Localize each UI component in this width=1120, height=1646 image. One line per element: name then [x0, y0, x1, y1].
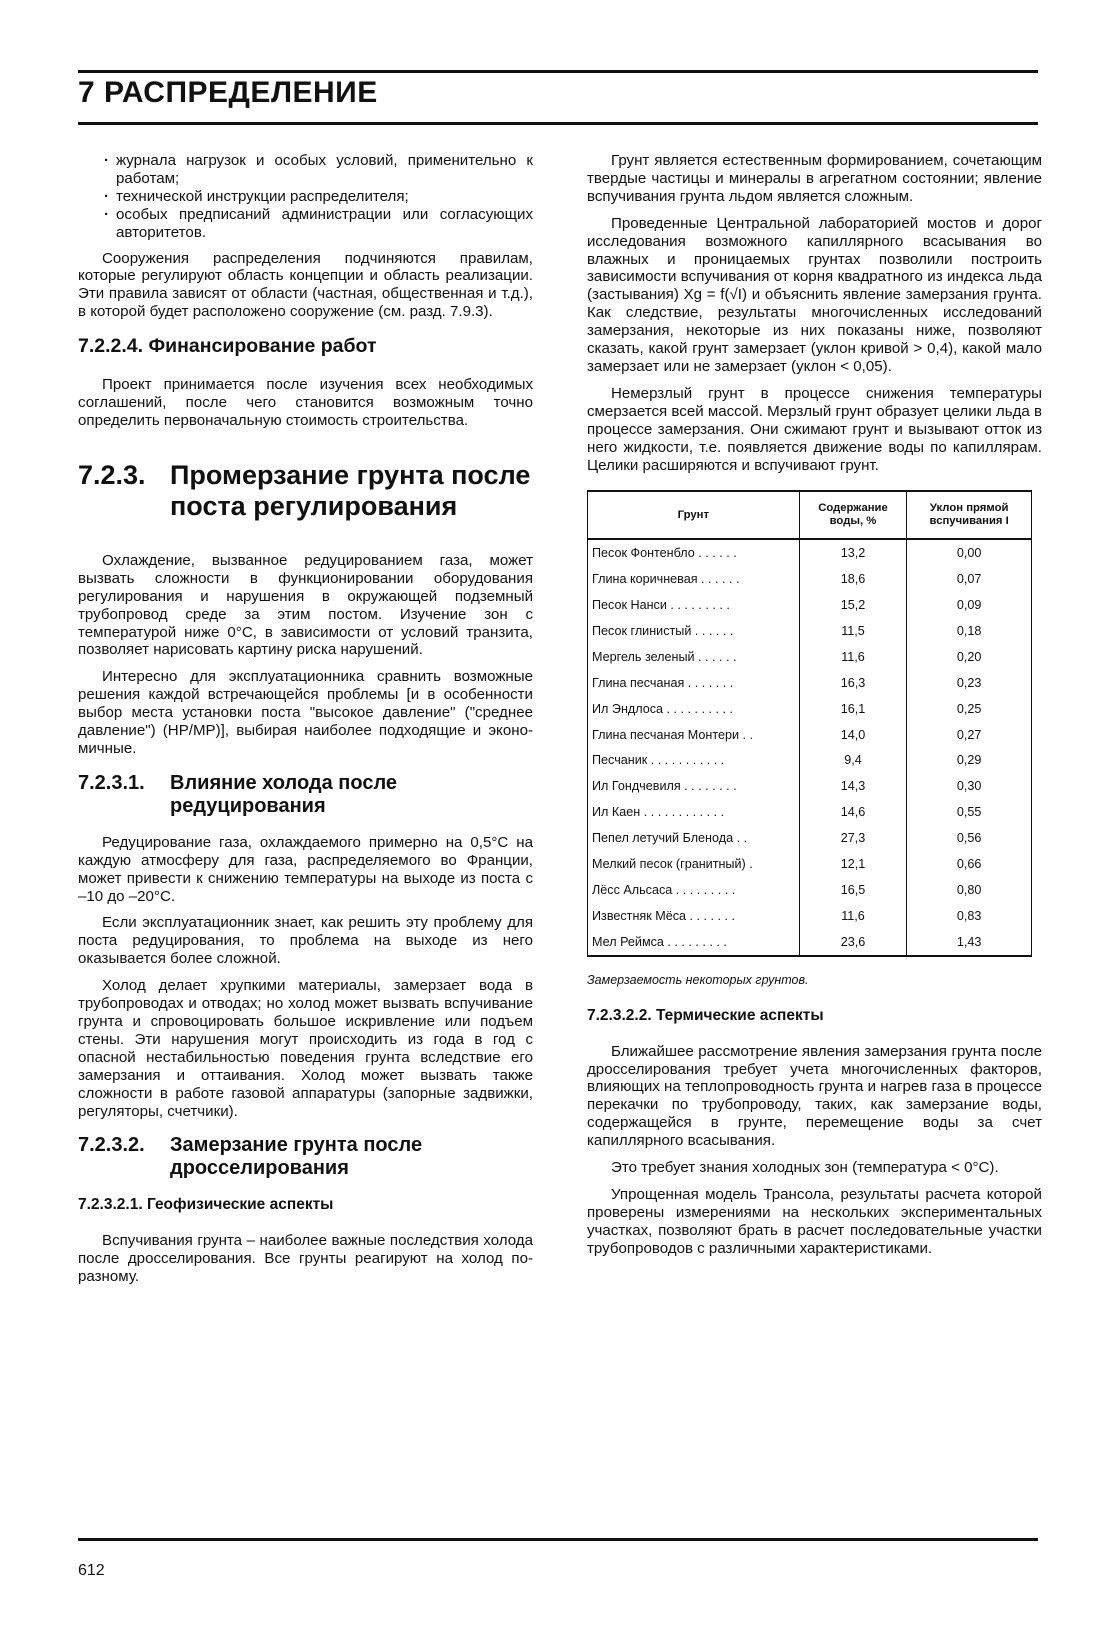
water-content-cell: 23,6 — [799, 929, 907, 956]
soil-name-cell: Мелкий песок (гранитный) . — [588, 851, 800, 877]
soil-name-cell: Песчаник . . . . . . . . . . . — [588, 748, 800, 774]
slope-cell: 0,18 — [907, 618, 1032, 644]
paragraph: Упрощенная модель Трансола, результаты расчета которой проверены измерениями на нескольких экспериментальных участках, позволяют брать в расчет последовательные участки трубопроводов с различными характеристиками. — [587, 1186, 1042, 1257]
soil-name-cell: Песок Нанси . . . . . . . . . — [588, 592, 800, 618]
slope-cell: 0,29 — [907, 748, 1032, 774]
table-row — [588, 748, 1032, 774]
slope-cell: 0,80 — [907, 877, 1032, 903]
table-row — [588, 851, 1032, 877]
requirements-list — [78, 152, 533, 242]
paragraph: Проект принимается после изучения всех необходимых соглашений, после чего становится возможным точно определить первоначальную стоимость строительства. — [78, 376, 533, 429]
table-row — [588, 592, 1032, 618]
paragraph: Это требует знания холодных зон (температура < 0°C). — [611, 1159, 999, 1177]
table-header-soil: Грунт — [588, 491, 800, 539]
slope-cell: 0,09 — [907, 592, 1032, 618]
section-number: 7.2.3.1. — [78, 771, 145, 794]
section-heading-7231 — [78, 772, 533, 818]
left-column — [78, 152, 533, 1295]
paragraph: Интересно для эксплуатационника сравнить возможные решения каждой встречающейся проблемы [и в особенности выбор места установки поста "высокое давление" ("среднее давление") (HP/MP)], выбирая наиболее подходящие и экономичные. — [78, 668, 533, 757]
slope-cell: 0,07 — [907, 566, 1032, 592]
section-title: Влияние холода после редуцирования — [170, 771, 398, 817]
table-row — [588, 903, 1032, 929]
table-row — [588, 825, 1032, 851]
soil-name-cell: Глина песчаная Монтери . . — [588, 722, 800, 748]
slope-cell: 0,83 — [907, 903, 1032, 929]
table-header-water: Содержание воды, % — [799, 491, 907, 539]
list-item: · особых предписаний администрации или согласующих авторитетов. — [78, 206, 533, 242]
water-content-cell: 13,2 — [799, 539, 907, 566]
slope-cell: 0,23 — [907, 670, 1032, 696]
section-heading-72321: 7.2.3.2.1. Геофизические аспекты — [78, 1196, 334, 1214]
water-content-cell: 16,5 — [799, 877, 907, 903]
soil-name-cell: Известняк Мёса . . . . . . . — [588, 903, 800, 929]
table-row — [588, 644, 1032, 670]
water-content-cell: 18,6 — [799, 566, 907, 592]
header-top-rule — [78, 70, 1038, 73]
soil-name-cell: Ил Каен . . . . . . . . . . . . — [588, 799, 800, 825]
table-row — [588, 539, 1032, 566]
soil-freezing-table — [587, 490, 1032, 956]
section-heading-72322: 7.2.3.2.2. Термические аспекты — [587, 1006, 824, 1024]
list-item: · технической инструкции распределителя; — [78, 188, 533, 206]
section-heading-7232 — [78, 1134, 533, 1180]
paragraph: Немерзлый грунт в процессе снижения температуры смерзается всей массой. Мерзлый грунт образует целики льда в процессе замерзания. Они сжимают грунт и вызывают отток из него жидкости, т.е. появляется движение воды по капиллярам. Целики расширяются и вспучивают грунт. — [587, 384, 1042, 474]
section-number: 7.2.3. — [78, 459, 146, 490]
slope-cell: 0,27 — [907, 722, 1032, 748]
soil-name-cell: Лёсс Альсаса . . . . . . . . . — [588, 877, 800, 903]
paragraph: Редуцирование газа, охлаждаемого примерно на 0,5°C на каждую атмосферу для газа, распределяемого во Франции, может привести к снижению температуры на выходе из поста с –10 до –20°C. — [78, 833, 533, 905]
soil-name-cell: Ил Гондчевиля . . . . . . . . — [588, 773, 800, 799]
water-content-cell: 14,6 — [799, 799, 907, 825]
section-heading-723 — [78, 460, 533, 522]
soil-name-cell: Ил Эндлоса . . . . . . . . . . — [588, 696, 800, 722]
paragraph: Вспучивания грунта – наиболее важные последствия холода после дросселирования. Все грунты реагируют на холод по-разному. — [78, 1232, 533, 1286]
table-caption: Замерзаемость некоторых грунтов. — [587, 972, 809, 987]
header-bottom-rule — [78, 122, 1038, 125]
paragraph: Ближайшее рассмотрение явления замерзания грунта после дросселирования требует учета многочисленных факторов, влияющих на теплопроводность грунта и нагрев газа в процессе перекачки по трубопроводу, таких, как замерзание воды, содержащейся в грунте, перемещение воды за счет капиллярного всасывания. — [587, 1042, 1042, 1150]
water-content-cell: 9,4 — [799, 748, 907, 774]
soil-name-cell: Глина коричневая . . . . . . — [588, 566, 800, 592]
soil-name-cell: Песок глинистый . . . . . . — [588, 618, 800, 644]
paragraph: Холод делает хрупкими материалы, замерзает вода в трубопроводах и отводах; но холод может вызвать вспучивание грунта и спровоцировать большое искривление или подъем стены. Эти нарушения могут происходить из года в год с опасной нестабильностью поведения грунта вследствие его замерзания и оттаивания. Холод может вызвать также сложности в работе газовой аппаратуры (запорные задвижки, регуляторы, счетчики). — [78, 977, 533, 1120]
slope-cell: 0,25 — [907, 696, 1032, 722]
table-row — [588, 696, 1032, 722]
table-row — [588, 618, 1032, 644]
table-row — [588, 670, 1032, 696]
water-content-cell: 11,5 — [799, 618, 907, 644]
slope-cell: 0,20 — [907, 644, 1032, 670]
slope-cell: 0,56 — [907, 825, 1032, 851]
water-content-cell: 12,1 — [799, 851, 907, 877]
water-content-cell: 14,0 — [799, 722, 907, 748]
footer-rule — [78, 1538, 1038, 1541]
page-number: 612 — [78, 1562, 105, 1579]
table-row — [588, 566, 1032, 592]
slope-cell: 0,55 — [907, 799, 1032, 825]
slope-cell: 0,30 — [907, 773, 1032, 799]
slope-cell: 1,43 — [907, 929, 1032, 956]
soil-name-cell: Песок Фонтенбло . . . . . . — [588, 539, 800, 566]
water-content-cell: 11,6 — [799, 644, 907, 670]
paragraph: Охлаждение, вызванное редуцированием газа, может вызвать сложности в функционировании оборудования регулирования и нарушения в окружающей подземный трубопровод среде за этим постом. Изучение зон с температурой ниже 0°C, в зависимости от условий транзита, позволяет нарисовать картину риска нарушений. — [78, 551, 533, 659]
section-title: Промерзание грунта после поста регулирования — [170, 459, 531, 521]
water-content-cell: 15,2 — [799, 592, 907, 618]
soil-name-cell: Мел Реймса . . . . . . . . . — [588, 929, 800, 956]
slope-cell: 0,66 — [907, 851, 1032, 877]
water-content-cell: 11,6 — [799, 903, 907, 929]
paragraph: Проведенные Центральной лабораторией мостов и дорог исследования возможного капиллярного всасывания во влажных и проницаемых грунтах позволили построить зависимости вспучивания от корня квадратного из индекса льда (застывания) Xg = f(√I) и объяснить явление замерзания грунта. Как следствие, результаты многочисленных исследований замерзания, некоторые из них показаны ниже, позволяют сказать, какой грунт замерзает (уклон кривой > 0,4), какой мало замерзает или не замерзает (уклон < 0,05). — [587, 214, 1042, 375]
table-row — [588, 799, 1032, 825]
soil-name-cell: Пепел летучий Бленода . . — [588, 825, 800, 851]
table-row — [588, 877, 1032, 903]
table-row — [588, 773, 1032, 799]
water-content-cell: 16,3 — [799, 670, 907, 696]
table-header-slope: Уклон прямой вспучивания I — [907, 491, 1032, 539]
water-content-cell: 27,3 — [799, 825, 907, 851]
paragraph: Сооружения распределения подчиняются правилам, которые регулируют область концепции и область реализации. Эти правила зависят от области (частная, общественная и т.д.), в которой будет расположено сооружение (см. разд. 7.9.3). — [78, 249, 533, 321]
right-column — [587, 152, 1042, 1267]
chapter-title: 7 РАСПРЕДЕЛЕНИЕ — [78, 76, 378, 109]
water-content-cell: 16,1 — [799, 696, 907, 722]
section-number: 7.2.3.2. — [78, 1134, 145, 1157]
soil-name-cell: Глина песчаная . . . . . . . — [588, 670, 800, 696]
list-item: · журнала нагрузок и особых условий, применительно к работам; — [78, 152, 533, 188]
paragraph: Грунт является естественным формированием, сочетающим твердые частицы и минералы в агрегатном состоянии; явление вспучивания грунта льдом является сложным. — [587, 152, 1042, 205]
paragraph: Если эксплуатационник знает, как решить эту проблему для поста редуцирования, то проблема на выходе из него оказывается более сложной. — [78, 914, 533, 968]
table-row — [588, 722, 1032, 748]
section-heading-7224: 7.2.2.4. Финансирование работ — [78, 335, 377, 358]
slope-cell: 0,00 — [907, 539, 1032, 566]
water-content-cell: 14,3 — [799, 773, 907, 799]
section-title: Замерзание грунта после дросселирования — [170, 1134, 423, 1180]
table-row — [588, 929, 1032, 956]
soil-name-cell: Мергель зеленый . . . . . . — [588, 644, 800, 670]
